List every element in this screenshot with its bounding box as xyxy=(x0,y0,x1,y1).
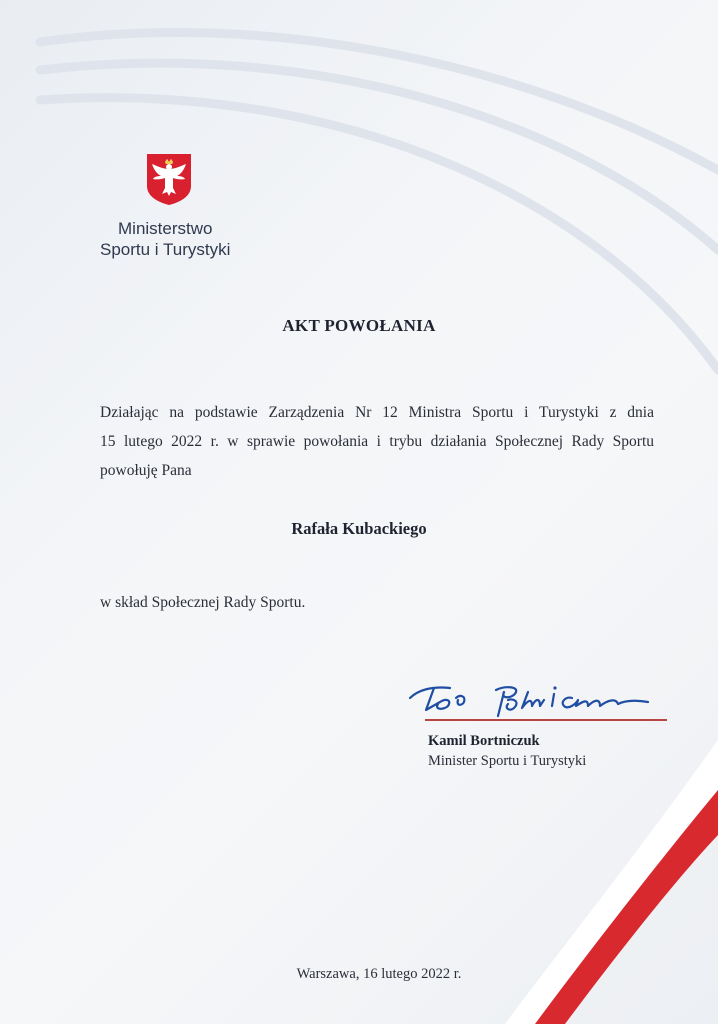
body-line-1: Działając na podstawie Zarządzenia Nr 12 Ministra Sportu i Turystyki z dnia xyxy=(100,404,654,421)
closing-statement: w skład Społecznej Rady Sportu. xyxy=(100,594,306,611)
signatory-title: Minister Sportu i Turystyki xyxy=(428,753,587,769)
ministry-name-line2: Sportu i Turystyki xyxy=(100,240,231,259)
polish-eagle-emblem-icon xyxy=(145,152,193,206)
signature-line xyxy=(425,719,667,721)
ministry-logo-text xyxy=(100,218,230,260)
document-body xyxy=(100,398,654,485)
handwritten-signature xyxy=(404,676,674,724)
body-line-2: 15 lutego 2022 r. w sprawie powołania i trybu działania Społecznej Rady Sportu xyxy=(100,433,654,450)
body-line-3: powołuję Pana xyxy=(100,462,192,479)
ministry-name-line1: Ministerstwo xyxy=(118,219,213,238)
signatory-name: Kamil Bortniczuk xyxy=(428,733,540,749)
place-and-date: Warszawa, 16 lutego 2022 r. xyxy=(296,966,462,982)
appointee-name: Rafała Kubackiego xyxy=(291,519,427,538)
document-title: AKT POWOŁANIA xyxy=(282,316,436,335)
